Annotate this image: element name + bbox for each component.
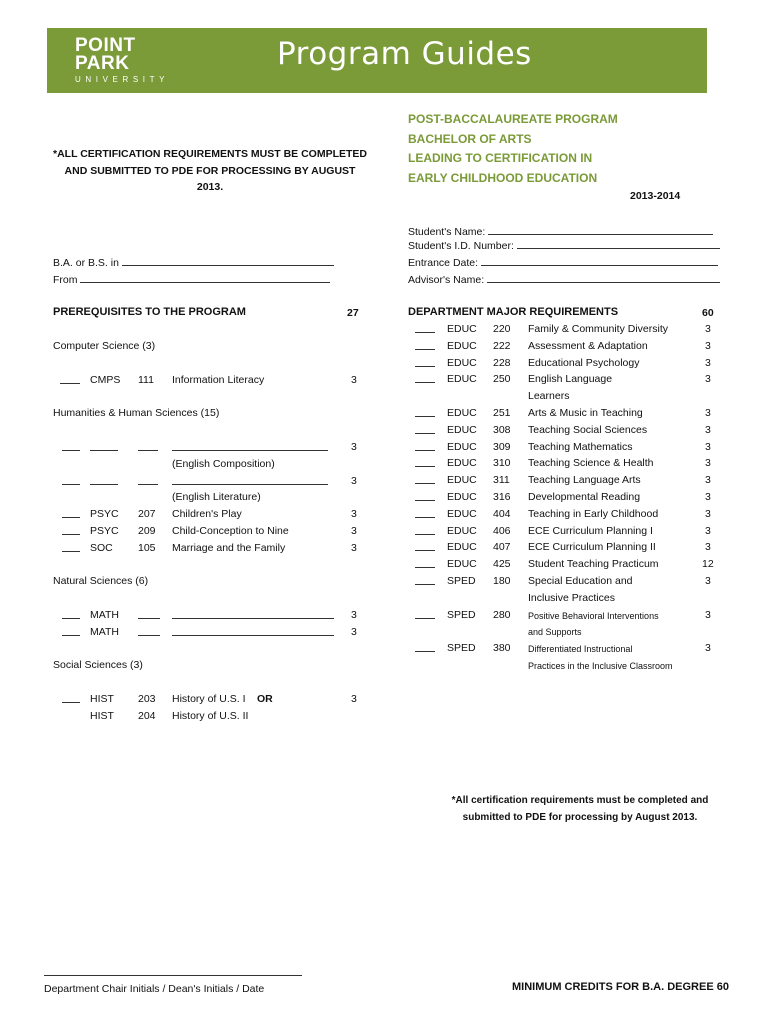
course-credits: 3 [705, 541, 711, 554]
course-title: Marriage and the Family [172, 542, 286, 554]
course-dept: EDUC [447, 491, 477, 503]
course-title: ECE Curriculum Planning I [528, 524, 653, 537]
course-credits: 3 [705, 440, 711, 453]
course-dept: EDUC [447, 541, 477, 554]
check-blank-line[interactable] [415, 424, 435, 434]
check-blank[interactable] [62, 609, 80, 619]
course-dept: EDUC [447, 474, 477, 487]
course-title: Developmental Reading [528, 491, 641, 503]
course-title: Teaching Mathematics [528, 440, 633, 453]
course-title: Arts & Music in Teaching [528, 407, 643, 419]
course-title: Teaching Language Arts [528, 474, 641, 487]
check-blank-line[interactable] [415, 541, 435, 551]
check-blank[interactable] [415, 541, 435, 554]
certification-note-line: 2013. [196, 181, 224, 193]
course-number: 308 [493, 423, 511, 436]
prerequisites-title: PREREQUISITES TO THE PROGRAM [53, 306, 246, 318]
course-number: 111 [138, 374, 154, 386]
course-title: Children's Play [172, 508, 242, 520]
course-number: 250 [493, 373, 511, 386]
student-name-row [408, 225, 713, 238]
check-blank[interactable] [62, 508, 80, 518]
program-title-line: LEADING TO CERTIFICATION IN [408, 151, 593, 165]
number-blank[interactable] [138, 626, 160, 636]
banner-title: Program Guides [277, 36, 532, 72]
course-dept: HIST [90, 693, 114, 705]
logo-line-point: POINT [75, 35, 136, 56]
course-title: Differentiated Instructional [528, 644, 633, 655]
check-blank-line[interactable] [415, 441, 435, 451]
from-row [53, 273, 330, 286]
check-blank[interactable] [60, 374, 80, 384]
certification-note [50, 146, 370, 196]
course-number: 180 [493, 575, 511, 587]
check-blank[interactable] [415, 491, 435, 504]
title-blank[interactable] [172, 475, 328, 485]
check-blank[interactable] [415, 373, 435, 386]
logo-line-university: UNIVERSITY [75, 75, 170, 84]
program-title [408, 110, 618, 188]
check-blank[interactable] [62, 475, 80, 485]
course-number: 316 [493, 491, 511, 503]
course-credits: 3 [705, 407, 711, 419]
title-blank[interactable] [172, 609, 334, 619]
course-credits: 3 [705, 323, 711, 335]
course-credits: 12 [702, 558, 714, 571]
number-blank[interactable] [138, 609, 160, 619]
course-title-continued: Learners [528, 390, 570, 403]
course-title-continued: Practices in the Inclusive Classroom [528, 661, 673, 671]
advisor-name-row [408, 273, 720, 286]
course-number: 311 [493, 474, 510, 487]
check-blank[interactable] [62, 626, 80, 636]
course-number: 310 [493, 457, 511, 470]
check-blank[interactable] [415, 424, 435, 437]
course-credits: 3 [351, 542, 357, 554]
course-title-continued: Inclusive Practices [528, 591, 615, 604]
dept-blank[interactable] [90, 441, 118, 451]
course-credits: 3 [351, 609, 357, 621]
course-credits: 3 [705, 423, 711, 436]
course-dept: EDUC [447, 558, 477, 571]
course-dept: EDUC [447, 524, 477, 537]
check-blank[interactable] [415, 525, 435, 538]
title-blank[interactable] [172, 441, 328, 451]
course-credits: 3 [705, 474, 711, 487]
course-credits: 3 [705, 642, 711, 655]
ba-bs-label: B.A. or B.S. in [53, 257, 119, 269]
certification-note-line: *ALL CERTIFICATION REQUIREMENTS MUST BE COMPLETED [52, 148, 368, 160]
check-blank[interactable] [415, 357, 435, 370]
course-title: Student Teaching Practicum [528, 558, 659, 571]
signature-line[interactable] [44, 975, 302, 976]
dept-blank[interactable] [90, 475, 118, 485]
course-title: Teaching Science & Health [528, 457, 654, 470]
check-blank-line[interactable] [415, 575, 435, 585]
course-dept: EDUC [447, 457, 477, 470]
course-title: Family & Community Diversity [528, 323, 669, 335]
entrance-date-label: Entrance Date: [408, 257, 479, 269]
final-note-line: *All certification requirements must be completed and [451, 795, 709, 806]
course-number: 404 [493, 507, 511, 520]
course-dept: SOC [90, 542, 113, 554]
course-number: 407 [493, 541, 511, 554]
check-blank[interactable] [415, 457, 435, 470]
signature-label: Department Chair Initials / Dean's Initials / Date [44, 983, 265, 995]
university-logo [75, 37, 169, 85]
natural-sciences-heading: Natural Sciences (6) [53, 575, 149, 587]
course-number: 425 [493, 558, 511, 571]
header-banner [47, 28, 707, 93]
course-credits: 3 [351, 441, 357, 453]
check-blank[interactable] [415, 441, 435, 454]
course-credits: 3 [705, 373, 711, 386]
check-blank-line[interactable] [415, 357, 435, 367]
major-requirements-total: 60 [702, 307, 714, 319]
course-number: 203 [138, 693, 156, 705]
course-number: 309 [493, 440, 511, 453]
certification-note-line: AND SUBMITTED TO PDE FOR PROCESSING BY AUGUST [64, 164, 356, 177]
course-credits: 3 [705, 457, 711, 470]
number-blank[interactable] [138, 441, 158, 451]
check-blank[interactable] [415, 558, 435, 571]
check-blank[interactable] [415, 642, 435, 655]
course-title: Teaching in Early Childhood [528, 507, 659, 520]
check-blank-line[interactable] [415, 407, 435, 417]
student-id-label: Student's I.D. Number: [408, 240, 514, 252]
course-dept: EDUC [447, 507, 477, 520]
course-credits: 3 [705, 356, 711, 369]
check-blank[interactable] [415, 508, 435, 521]
course-dept: EDUC [447, 323, 477, 335]
computer-science-heading: Computer Science (3) [53, 340, 156, 352]
check-blank-line[interactable] [415, 491, 435, 501]
program-title-line: EARLY CHILDHOOD EDUCATION [408, 170, 598, 185]
course-title: Child-Conception to Nine [172, 525, 289, 537]
course-title: Special Education and [528, 575, 633, 587]
number-blank[interactable] [138, 475, 158, 485]
course-dept: MATH [90, 609, 119, 621]
course-credits: 3 [351, 626, 357, 638]
course-title: Positive Behavioral Interventions [528, 610, 659, 621]
course-dept: SPED [447, 642, 476, 655]
entrance-date-field[interactable] [481, 256, 718, 266]
check-blank[interactable] [415, 407, 435, 420]
course-dept: HIST [90, 710, 114, 722]
check-blank-line[interactable] [415, 642, 435, 652]
logo-line-park: PARK [75, 53, 130, 74]
or-label: OR [257, 693, 273, 705]
course-dept: PSYC [90, 508, 119, 520]
course-number: 406 [493, 524, 511, 537]
check-blank-line[interactable] [415, 508, 435, 518]
course-row [60, 374, 80, 387]
course-title-continued: and Supports [528, 627, 582, 638]
check-blank[interactable] [415, 474, 435, 487]
social-sciences-heading: Social Sciences (3) [53, 659, 143, 671]
course-title: English Language [528, 373, 613, 386]
course-credits: 3 [705, 575, 711, 587]
humanities-heading: Humanities & Human Sciences (15) [53, 407, 220, 419]
course-number: 222 [493, 339, 511, 352]
final-certification-note [440, 792, 720, 826]
course-number: 105 [138, 542, 156, 554]
course-credits: 3 [351, 525, 357, 537]
entrance-date-row [408, 256, 718, 269]
course-title: ECE Curriculum Planning II [528, 541, 656, 554]
course-number: 228 [493, 356, 511, 369]
course-note: (English Literature) [172, 491, 261, 503]
course-title: Information Literacy [172, 374, 265, 386]
course-credits: 3 [705, 339, 711, 352]
course-credits: 3 [705, 507, 711, 520]
title-blank[interactable] [172, 626, 334, 636]
final-note-line: submitted to PDE for processing by August 2013. [462, 812, 698, 823]
check-blank[interactable] [415, 323, 435, 336]
check-blank[interactable] [62, 441, 80, 451]
course-title: History of U.S. II [172, 710, 249, 722]
course-credits: 3 [705, 491, 711, 503]
course-dept: EDUC [447, 407, 477, 419]
course-dept: SPED [447, 575, 476, 587]
ba-bs-row [53, 256, 334, 269]
course-dept: EDUC [447, 423, 477, 436]
course-dept: EDUC [447, 373, 477, 386]
minimum-credits-label: MINIMUM CREDITS FOR B.A. DEGREE [512, 981, 714, 993]
course-credits: 3 [705, 608, 711, 621]
from-field[interactable] [80, 273, 330, 283]
minimum-credits [512, 981, 729, 993]
prerequisites-total: 27 [347, 307, 359, 319]
check-blank-line[interactable] [415, 457, 435, 467]
course-dept: CMPS [90, 374, 121, 386]
course-dept: MATH [90, 626, 119, 638]
course-number: 220 [493, 323, 511, 335]
course-dept: EDUC [447, 339, 477, 352]
major-requirements-title: DEPARTMENT MAJOR REQUIREMENTS [408, 306, 619, 318]
check-blank[interactable] [62, 542, 80, 552]
check-blank[interactable] [415, 340, 435, 353]
student-name-field[interactable] [488, 225, 713, 235]
minimum-credits-value: 60 [716, 981, 729, 993]
check-blank[interactable] [62, 693, 80, 703]
course-dept: PSYC [90, 525, 119, 537]
course-number: 251 [493, 407, 511, 419]
from-label: From [53, 274, 78, 286]
check-blank[interactable] [415, 609, 435, 622]
blank-course-row [62, 441, 80, 454]
course-number: 207 [138, 508, 156, 520]
check-blank-line[interactable] [415, 373, 435, 383]
course-number: 380 [493, 642, 511, 655]
course-title: Teaching Social Sciences [528, 423, 648, 436]
course-credits: 3 [351, 508, 357, 520]
check-blank[interactable] [415, 575, 435, 588]
course-title: Assessment & Adaptation [528, 339, 648, 352]
advisor-name-field[interactable] [487, 273, 720, 283]
course-number: 209 [138, 525, 156, 537]
student-id-row [408, 239, 720, 252]
check-blank-line[interactable] [415, 323, 435, 333]
student-name-label: Student's Name: [408, 226, 486, 238]
course-credits: 3 [351, 374, 357, 386]
program-title-line: BACHELOR OF ARTS [408, 131, 532, 146]
check-blank[interactable] [62, 525, 80, 535]
course-credits: 3 [351, 475, 357, 487]
check-blank-line[interactable] [415, 525, 435, 535]
student-id-field[interactable] [517, 239, 720, 249]
course-credits: 3 [705, 524, 711, 537]
check-blank-line[interactable] [415, 474, 435, 484]
course-dept: SPED [447, 608, 476, 621]
course-dept: EDUC [447, 356, 477, 369]
program-title-line: POST-BACCALAUREATE PROGRAM [408, 112, 618, 126]
academic-year: 2013-2014 [630, 190, 681, 202]
ba-bs-field[interactable] [122, 256, 334, 266]
course-note: (English Composition) [172, 458, 275, 470]
course-number: 204 [138, 710, 156, 722]
check-blank-line[interactable] [415, 340, 435, 350]
course-title: Educational Psychology [528, 356, 640, 369]
course-title: History of U.S. I [172, 693, 246, 705]
course-number: 280 [493, 608, 511, 621]
advisor-name-label: Advisor's Name: [408, 274, 485, 286]
course-dept: EDUC [447, 440, 477, 453]
course-credits: 3 [351, 693, 357, 705]
check-blank-line[interactable] [415, 609, 435, 619]
check-blank-line[interactable] [415, 558, 435, 568]
